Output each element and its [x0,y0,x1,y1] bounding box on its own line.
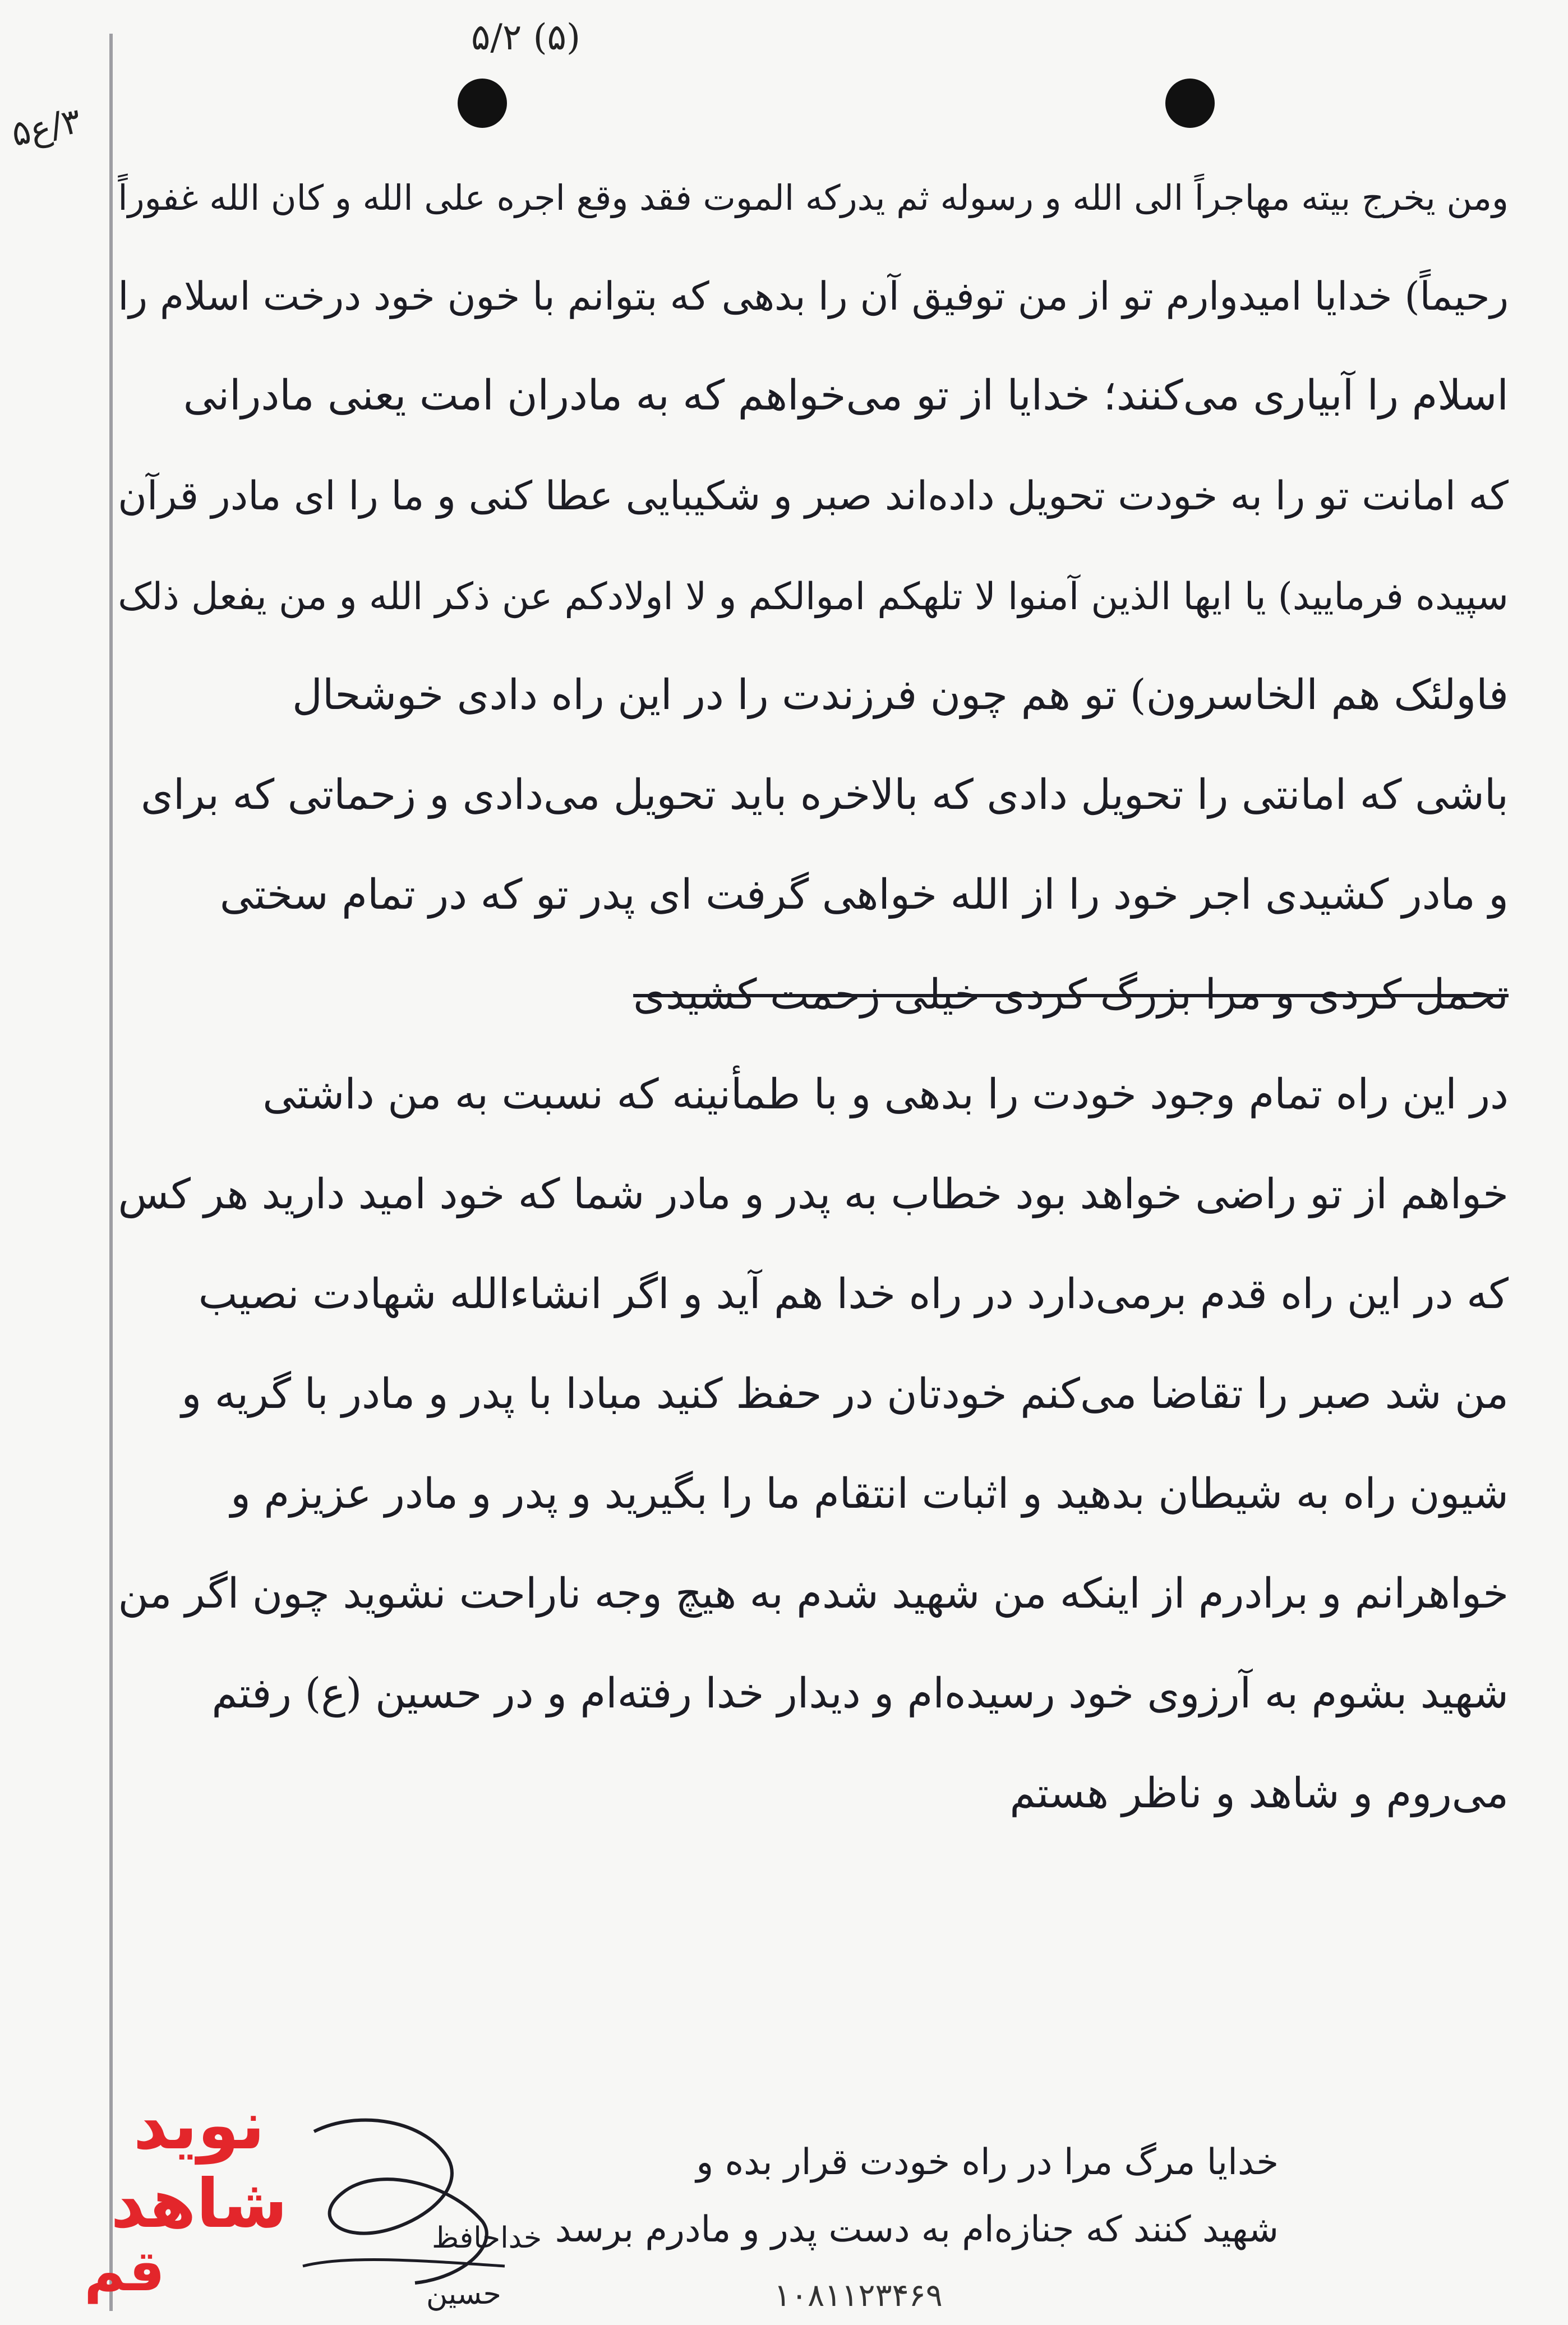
letter-line: من شد صبر را تقاضا می‌کنم خودتان در حفظ کنید مبادا با پدر و مادر با گریه و [181,1370,1509,1418]
letter-line: می‌روم و شاهد و ناظر هستم [1009,1769,1509,1817]
signature-name: حسین [426,2277,501,2311]
letter-body [112,146,1509,1843]
letter-line: که در این راه قدم برمی‌دارد در راه خدا هم آید و اگر انشاءالله شهادت نصیب [198,1270,1509,1318]
signature-text: خداحافظ [432,2221,542,2255]
logo-city-label: قم [84,2238,165,2304]
letter-line: ومن یخرج بیته مهاجراً الی الله و رسوله ثم یدرکه الموت فقد وقع اجره علی الله و کان الله غفوراً [118,177,1509,218]
punch-hole-right [1165,79,1215,128]
letter-line: سپیده فرمایید) یا ایها الذین آمنوا لا تلهکم اموالکم و لا اولادکم عن ذکر الله و من یفعل ذلک [118,574,1509,618]
letter-line: خواهرانم و برادرم از اینکه من شهید شدم به هیچ وجه ناراحت نشوید چون اگر من [118,1569,1509,1618]
page-number-mark: (۵) ۵/۲ [471,17,580,58]
letter-line: و مادر کشیدی اجر خود را از الله خواهی گرفت ای پدر تو که در تمام سختی [219,871,1509,919]
letter-line: در این راه تمام وجود خودت را بدهی و با طمأنینه که نسبت به من داشتی [262,1070,1509,1118]
navid-shahed-logo-icon [79,2075,320,2260]
letter-footer [550,2129,1279,2263]
letter-line: که امانت تو را به خودت تحویل داده‌اند صبر و شکیبایی عطا کنی و ما را ای مادر قرآن [118,472,1509,519]
footer-line: خدایا مرگ مرا در راه خودت قرار بده و [696,2142,1279,2183]
letter-line: شهید بشوم به آرزوی خود رسیده‌ام و دیدار خدا رفته‌ام و در حسین (ع) رفتم [211,1669,1509,1718]
letter-line-struck: تحمل کردی و مرا بزرگ کردی خیلی زحمت کشیدی [633,970,1509,1019]
punch-hole-left [458,79,507,128]
letter-line: فاولئک هم الخاسرون) تو هم چون فرزندت را در این راه دادی خوشحال [292,671,1509,719]
svg-text:شاهد: شاهد [110,2165,288,2243]
bottom-mark: ۱۰۸۱۱۲۳۴۶۹ [774,2277,943,2314]
svg-text:نوید: نوید [133,2087,265,2165]
letter-line: شیون راه به شیطان بدهید و اثبات انتقام ما را بگیرید و پدر و مادر عزیزم و [230,1470,1509,1518]
corner-annotation: ۳/ع۵ [7,99,85,155]
footer-line: شهید کنند که جنازه‌ام به دست پدر و مادرم برسد [555,2209,1279,2250]
letter-line: اسلام را آبیاری می‌کنند؛ خدایا از تو می‌خواهم که به مادران امت یعنی مادرانی [183,371,1509,420]
letter-line: خواهم از تو راضی خواهد بود خطاب به پدر و مادر شما که خود امید دارید هر کس [118,1170,1509,1218]
letter-line: رحیماً) خدایا امیدوارم تو از من توفیق آن را بدهی که بتوانم با خون خود درخت اسلام را [118,274,1509,319]
letter-line: باشی که امانتی را تحویل دادی که بالاخره باید تحویل می‌دادی و زحماتی که برای [140,771,1509,819]
